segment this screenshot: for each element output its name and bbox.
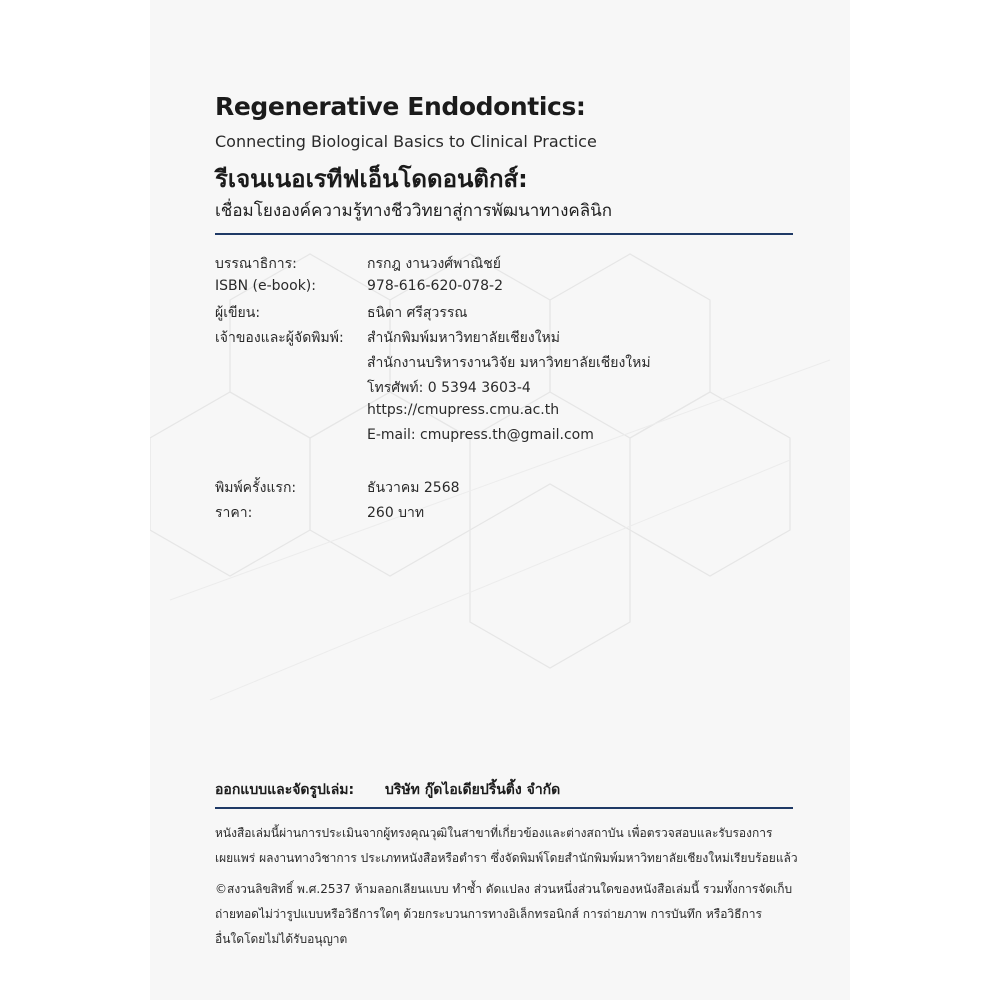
design-value: บริษัท กู๊ดไอเดียปริ้นติ้ง จำกัด (385, 782, 561, 798)
publisher-phone-row (215, 377, 793, 401)
thai-title: รีเจนเนอเรทีฟเอ็นโดดอนติกส์: (215, 165, 528, 193)
price-row (215, 502, 793, 526)
review-note-line-2: เผยแพร่ ผลงานทางวิชาการ ประเภทหนังสือหรือตำรา ซึ่งจัดพิมพ์โดยสำนักพิมพ์มหาวิทยาลัยเชียงใหม่เรียบร้อยแล้ว (215, 851, 798, 865)
publisher-label: เจ้าของและผู้จัดพิมพ์: (215, 330, 344, 346)
author-row (215, 302, 793, 326)
first-print-value: ธันวาคม 2568 (367, 480, 460, 496)
english-title: Regenerative Endodontics: (215, 92, 586, 121)
publisher-email: E-mail: cmupress.th@gmail.com (367, 427, 594, 443)
copyright-line-1: ©สงวนลิขสิทธิ์ พ.ศ.2537 ห้ามลอกเลียนแบบ ทำซ้ำ ดัดแปลง ส่วนหนึ่งส่วนใดของหนังสือเล่มนี้ รวมทั้งการจัดเก็บ (215, 882, 793, 896)
first-print-row (215, 477, 793, 501)
price-label: ราคา: (215, 505, 253, 521)
publisher-phone: โทรศัพท์: 0 5394 3603-4 (367, 380, 531, 396)
publisher-office: สำนักงานบริหารงานวิจัย มหาวิทยาลัยเชียงใหม่ (367, 355, 651, 371)
publisher-name: สำนักพิมพ์มหาวิทยาลัยเชียงใหม่ (367, 330, 561, 346)
editor-row (215, 253, 793, 277)
publisher-row (215, 327, 793, 351)
review-note-line-1: หนังสือเล่มนี้ผ่านการประเมินจากผู้ทรงคุณวุฒิในสาขาที่เกี่ยวข้องและต่างสถาบัน เพื่อตรวจสอบและรับรองการ (215, 826, 773, 840)
copyright-line-3: อื่นใดโดยไม่ได้รับอนุญาต (215, 932, 348, 946)
footer-divider (215, 807, 793, 809)
title-divider (215, 233, 793, 235)
isbn-label: ISBN (e-book): (215, 278, 316, 294)
author-label: ผู้เขียน: (215, 305, 261, 321)
price-value: 260 บาท (367, 505, 425, 521)
isbn-value: 978-616-620-078-2 (367, 278, 504, 294)
publisher-website: https://cmupress.cmu.ac.th (367, 402, 560, 418)
isbn-row (215, 278, 793, 302)
editor-label: บรรณาธิการ: (215, 256, 297, 272)
english-subtitle: Connecting Biological Basics to Clinical Practice (215, 132, 597, 151)
book-imprint-page (150, 0, 850, 1000)
thai-subtitle: เชื่อมโยงองค์ความรู้ทางชีววิทยาสู่การพัฒนาทางคลินิก (215, 201, 613, 221)
author-value: ธนิดา ศรีสุวรรณ (367, 305, 468, 321)
publisher-email-row (215, 427, 793, 451)
design-label: ออกแบบและจัดรูปเล่ม: (215, 782, 355, 798)
content-area (215, 0, 798, 1000)
publisher-website-row (215, 402, 793, 426)
publisher-office-row (215, 352, 793, 376)
first-print-label: พิมพ์ครั้งแรก: (215, 480, 297, 496)
editor-value: กรกฎ งานวงศ์พาณิชย์ (367, 256, 501, 272)
copyright-line-2: ถ่ายทอดไม่ว่ารูปแบบหรือวิธีการใดๆ ด้วยกระบวนการทางอิเล็กทรอนิกส์ การถ่ายภาพ การบันทึก หรือวิธีการ (215, 907, 762, 921)
